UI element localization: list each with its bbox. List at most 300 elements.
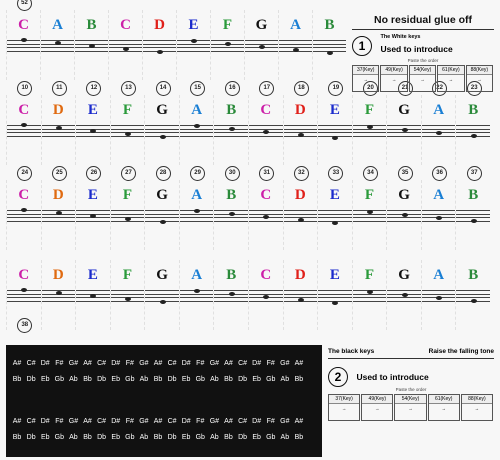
black-key-label: D# [111,418,121,425]
note-cell [210,10,244,80]
black-key-label: Bb [12,376,22,383]
note-letter: C [18,102,30,118]
note-head [56,126,62,130]
black-key-label: Gb [195,434,205,441]
flats-row-2 [10,433,320,442]
note-cell [40,10,74,80]
note-letter: C [120,17,131,33]
note-cell [317,85,352,165]
key-size-label: 54(Key) [395,395,425,404]
key-number: 33 [328,166,343,181]
black-key-label: D# [252,360,262,367]
key-number: 38 [17,318,32,333]
black-key-label: Gb [54,376,64,383]
note-letter: E [87,102,98,118]
black-key-label: G# [209,418,220,425]
note-letter: G [398,267,410,283]
note-letter: B [226,267,237,283]
black-key-label: Db [26,376,36,383]
key-size-column [466,65,493,92]
key-number: 17 [259,81,274,96]
black-key-label: Eb [252,434,261,441]
black-key-label: Gb [266,434,276,441]
note-letter: D [52,102,64,118]
black-key-label: C# [167,360,177,367]
black-key-label: Eb [111,434,120,441]
black-key-label: Bb [294,376,304,383]
black-key-label: Db [238,434,248,441]
note-cell [244,10,278,80]
section-1-heading: Used to introduce [380,43,453,54]
note-cell [179,85,214,165]
note-cell [179,170,214,250]
note-letter: E [329,187,340,203]
black-key-label: A# [12,360,22,367]
key-size-arrow-icon: → [363,77,368,82]
note-cell [41,170,76,250]
note-letter: D [294,267,306,283]
note-head [225,42,231,46]
note-head [21,38,27,42]
note-letter: C [18,187,30,203]
note-letter: A [191,187,203,203]
note-cell [6,170,41,250]
key-number: 36 [432,166,447,181]
black-key-label: D# [181,418,191,425]
key-number: 15 [190,81,205,96]
note-cell [352,85,387,165]
black-key-label: Gb [54,434,64,441]
black-key-label: Bb [12,434,22,441]
note-letter: A [433,267,445,283]
note-head [402,128,408,132]
key-size-label: 54(Key) [410,66,435,75]
note-cell [179,260,214,330]
key-size-arrow-icon: → [375,406,380,411]
key-size-column [409,65,436,92]
panel-title: No residual glue off [373,14,472,26]
section-2-key-table [328,394,494,421]
black-keys-label: The black keys [328,348,375,355]
black-key-label: Ab [69,376,78,383]
note-letter: D [154,17,165,33]
note-letter: C [18,267,30,283]
note-letter: C [260,102,272,118]
note-letter: B [468,187,479,203]
note-letter: B [468,267,479,283]
black-key-label: C# [97,360,107,367]
note-cell [110,85,145,165]
black-key-label: F# [196,418,205,425]
key-number: 27 [121,166,136,181]
note-cell [312,10,346,80]
key-number: 23 [467,81,482,96]
black-key-label: F# [266,360,275,367]
note-letter: A [52,17,63,33]
note-letter: F [364,187,375,203]
black-key-label: Gb [195,376,205,383]
black-key-label: Eb [40,376,50,383]
key-size-arrow-icon: → [477,77,482,82]
black-key-label: C# [97,418,107,425]
black-key-label: F# [55,360,64,367]
note-cell [455,260,490,330]
note-cell [6,260,41,330]
key-size-arrow-icon: → [408,406,413,411]
key-size-label: 88(Key) [467,66,492,75]
note-letter: D [52,267,64,283]
note-letter: B [86,17,97,33]
key-size-column [328,394,360,421]
note-head [125,297,131,301]
key-size-label: 49(Key) [362,395,392,404]
black-key-label: A# [83,360,92,367]
note-cell [213,170,248,250]
key-number: 20 [363,81,378,96]
section-2-number: 2 [328,367,348,387]
key-size-column [380,65,407,92]
note-head [56,291,62,295]
note-head [125,217,131,221]
note-letter: F [122,102,133,118]
note-cell [283,170,318,250]
black-key-label: Ab [69,434,78,441]
key-number: 32 [294,166,309,181]
key-number: 25 [52,166,67,181]
note-letter: E [329,102,340,118]
key-number: 24 [17,166,32,181]
key-number: 34 [363,166,378,181]
black-key-label: G# [280,418,290,425]
raise-tone-label: Raise the falling tone [428,348,494,355]
sharps-row-2 [10,417,320,426]
section-1-header [352,34,494,58]
note-head [229,292,235,296]
note-letter: D [52,187,64,203]
key-size-arrow-icon: → [441,406,446,411]
black-key-label: Db [238,376,248,383]
note-head [298,133,304,137]
black-key-label: D# [40,418,50,425]
key-size-arrow-icon: → [474,406,480,411]
note-cell [144,85,179,165]
note-head [160,135,166,139]
note-letter: F [122,187,133,203]
note-head [125,132,131,136]
section-1-subheading: The White keys [380,34,421,40]
key-number: 16 [225,81,240,96]
key-number: 52 [17,0,32,11]
note-cell [421,85,456,165]
black-key-label: C# [167,418,177,425]
note-cell [41,85,76,165]
note-cell [386,260,421,330]
black-key-label: Ab [210,434,219,441]
note-letter: D [294,102,306,118]
black-keys-info [328,348,494,421]
key-number: 22 [432,81,447,96]
note-cell [386,85,421,165]
note-cell [6,85,41,165]
key-size-label: 61(Key) [429,395,459,404]
black-key-label: A# [224,360,233,367]
note-letter: C [260,187,272,203]
key-size-label: 61(Key) [438,66,463,75]
black-key-label: Bb [294,434,304,441]
note-head [191,39,197,43]
note-cell [213,85,248,165]
note-cell [110,170,145,250]
note-head [471,219,477,223]
note-cell [248,85,283,165]
section-2-paste-note: Paste the order [395,387,427,392]
black-key-label: A# [153,360,163,367]
black-key-label: D# [111,360,121,367]
note-letter: A [290,17,301,33]
black-key-label: G# [280,360,290,367]
key-number: 11 [52,81,67,96]
black-key-label: Ab [280,434,290,441]
note-letter: F [222,17,233,33]
note-cell [108,10,142,80]
note-head [56,211,62,215]
key-size-label: 88(Key) [462,395,492,404]
black-key-label: A# [294,418,304,425]
note-letter: G [255,17,268,33]
black-key-label: D# [252,418,262,425]
black-key-label: Db [97,376,107,383]
note-cell [144,260,179,330]
black-key-label: C# [238,418,248,425]
note-letter: G [156,187,168,203]
black-key-label: Bb [224,434,233,441]
note-head [402,213,408,217]
note-cell [421,170,456,250]
black-key-label: Eb [181,376,191,383]
note-head [259,45,265,49]
note-cell [455,170,490,250]
black-key-label: Gb [125,434,135,441]
section-2-header [328,367,494,387]
note-cell [352,260,387,330]
note-head [367,210,373,214]
note-cell [144,170,179,250]
note-cell [110,260,145,330]
black-key-label: Eb [111,376,120,383]
note-cell [75,85,110,165]
black-key-label: F# [125,360,134,367]
black-key-label: Ab [139,376,149,383]
key-number: 21 [398,81,413,96]
note-letter: F [122,267,133,283]
sharps-row-1 [10,359,320,368]
black-key-label: F# [125,418,134,425]
key-number: 19 [328,81,343,96]
black-key-label: Db [97,434,107,441]
black-key-label: F# [266,418,275,425]
note-cell [248,260,283,330]
black-info-divider [328,358,494,359]
note-head [293,48,299,52]
note-letter: B [324,17,335,33]
section-1-paste-note: Paste the order [407,58,439,63]
note-cell [74,10,108,80]
note-head [471,299,477,303]
note-cell [213,260,248,330]
key-number: 29 [190,166,205,181]
note-letter: G [156,102,168,118]
black-key-label: A# [12,418,22,425]
black-key-label: Eb [40,434,50,441]
key-size-column [361,394,393,421]
black-key-label: F# [196,360,205,367]
black-key-label: G# [68,418,79,425]
note-cell [421,260,456,330]
note-cell [176,10,210,80]
note-head [327,51,333,55]
note-head [298,298,304,302]
note-head [367,125,373,129]
note-letter: A [433,102,445,118]
black-key-label: G# [139,418,149,425]
note-letter: B [226,187,237,203]
note-head [229,127,235,131]
note-letter: A [191,267,203,283]
black-key-label: C# [238,360,248,367]
section-1-number: 1 [352,36,372,56]
key-number: 14 [156,81,171,96]
note-letter: E [329,267,340,283]
note-letter: F [364,102,375,118]
note-head [402,293,408,297]
black-key-label: Bb [224,376,233,383]
note-letter: A [433,187,445,203]
key-number: 10 [17,81,32,96]
note-cell [6,0,40,80]
info-panel [352,14,494,92]
black-key-label: Db [167,434,177,441]
black-key-label: Eb [181,434,191,441]
black-keys-block [6,345,322,457]
key-size-column [461,394,493,421]
note-letter: G [156,267,168,283]
note-cell [278,10,312,80]
black-key-label: Bb [153,376,163,383]
note-letter: E [87,187,98,203]
note-cell [386,170,421,250]
black-key-label: F# [55,418,64,425]
note-cell [317,260,352,330]
note-head [471,134,477,138]
note-head [157,50,163,54]
black-key-label: Db [167,376,177,383]
note-head [367,290,373,294]
note-letter: B [468,102,479,118]
note-head [55,41,61,45]
key-size-column [394,394,426,421]
flats-row-1 [10,375,320,384]
note-head [160,220,166,224]
black-key-label: A# [294,360,304,367]
key-size-column [352,65,379,92]
key-number: 28 [156,166,171,181]
black-key-label: Ab [210,376,219,383]
note-head [332,221,338,225]
black-key-label: Gb [266,376,276,383]
note-letter: G [398,187,410,203]
note-letter: C [260,267,272,283]
section-2-heading: Used to introduce [356,372,429,382]
note-cell [75,170,110,250]
black-key-label: G# [209,360,220,367]
key-number: 30 [225,166,240,181]
note-letter: G [398,102,410,118]
note-cell [455,85,490,165]
key-size-label: 37(Key) [329,395,359,404]
black-key-label: G# [139,360,149,367]
note-head [160,300,166,304]
black-key-label: Db [26,434,36,441]
key-number: 13 [121,81,136,96]
key-number: 18 [294,81,309,96]
black-key-label: A# [83,418,92,425]
note-head [298,218,304,222]
panel-divider [352,29,494,30]
note-cell [283,85,318,165]
note-head [123,47,129,51]
black-key-label: Ab [139,434,149,441]
black-key-label: Bb [83,434,92,441]
black-key-label: D# [181,360,191,367]
note-cell [283,260,318,330]
key-number: 37 [467,166,482,181]
note-letter: D [294,187,306,203]
section-1-key-table [352,65,494,92]
key-number: 31 [259,166,274,181]
note-cell [248,170,283,250]
key-number: 35 [398,166,413,181]
note-letter: E [188,17,199,33]
note-cell [142,10,176,80]
note-head [332,301,338,305]
note-letter: B [226,102,237,118]
black-key-label: A# [224,418,233,425]
key-size-column [437,65,464,92]
note-cell [317,170,352,250]
black-key-label: Ab [280,376,290,383]
key-size-arrow-icon: → [391,77,397,82]
key-size-arrow-icon: → [341,406,347,411]
note-letter: C [18,17,29,33]
key-size-label: 37(Key) [353,66,378,75]
note-head [229,212,235,216]
black-key-label: G# [68,360,79,367]
note-head [332,136,338,140]
note-cell [41,260,76,330]
black-key-label: Bb [153,434,163,441]
key-size-arrow-icon: → [420,77,425,82]
note-head [89,44,95,48]
key-number: 26 [86,166,101,181]
note-cell [352,170,387,250]
black-key-label: Eb [252,376,261,383]
black-key-label: Bb [83,376,92,383]
black-key-label: C# [26,360,36,367]
note-letter: E [87,267,98,283]
black-key-label: C# [26,418,36,425]
note-letter: F [364,267,375,283]
key-number: 12 [86,81,101,96]
